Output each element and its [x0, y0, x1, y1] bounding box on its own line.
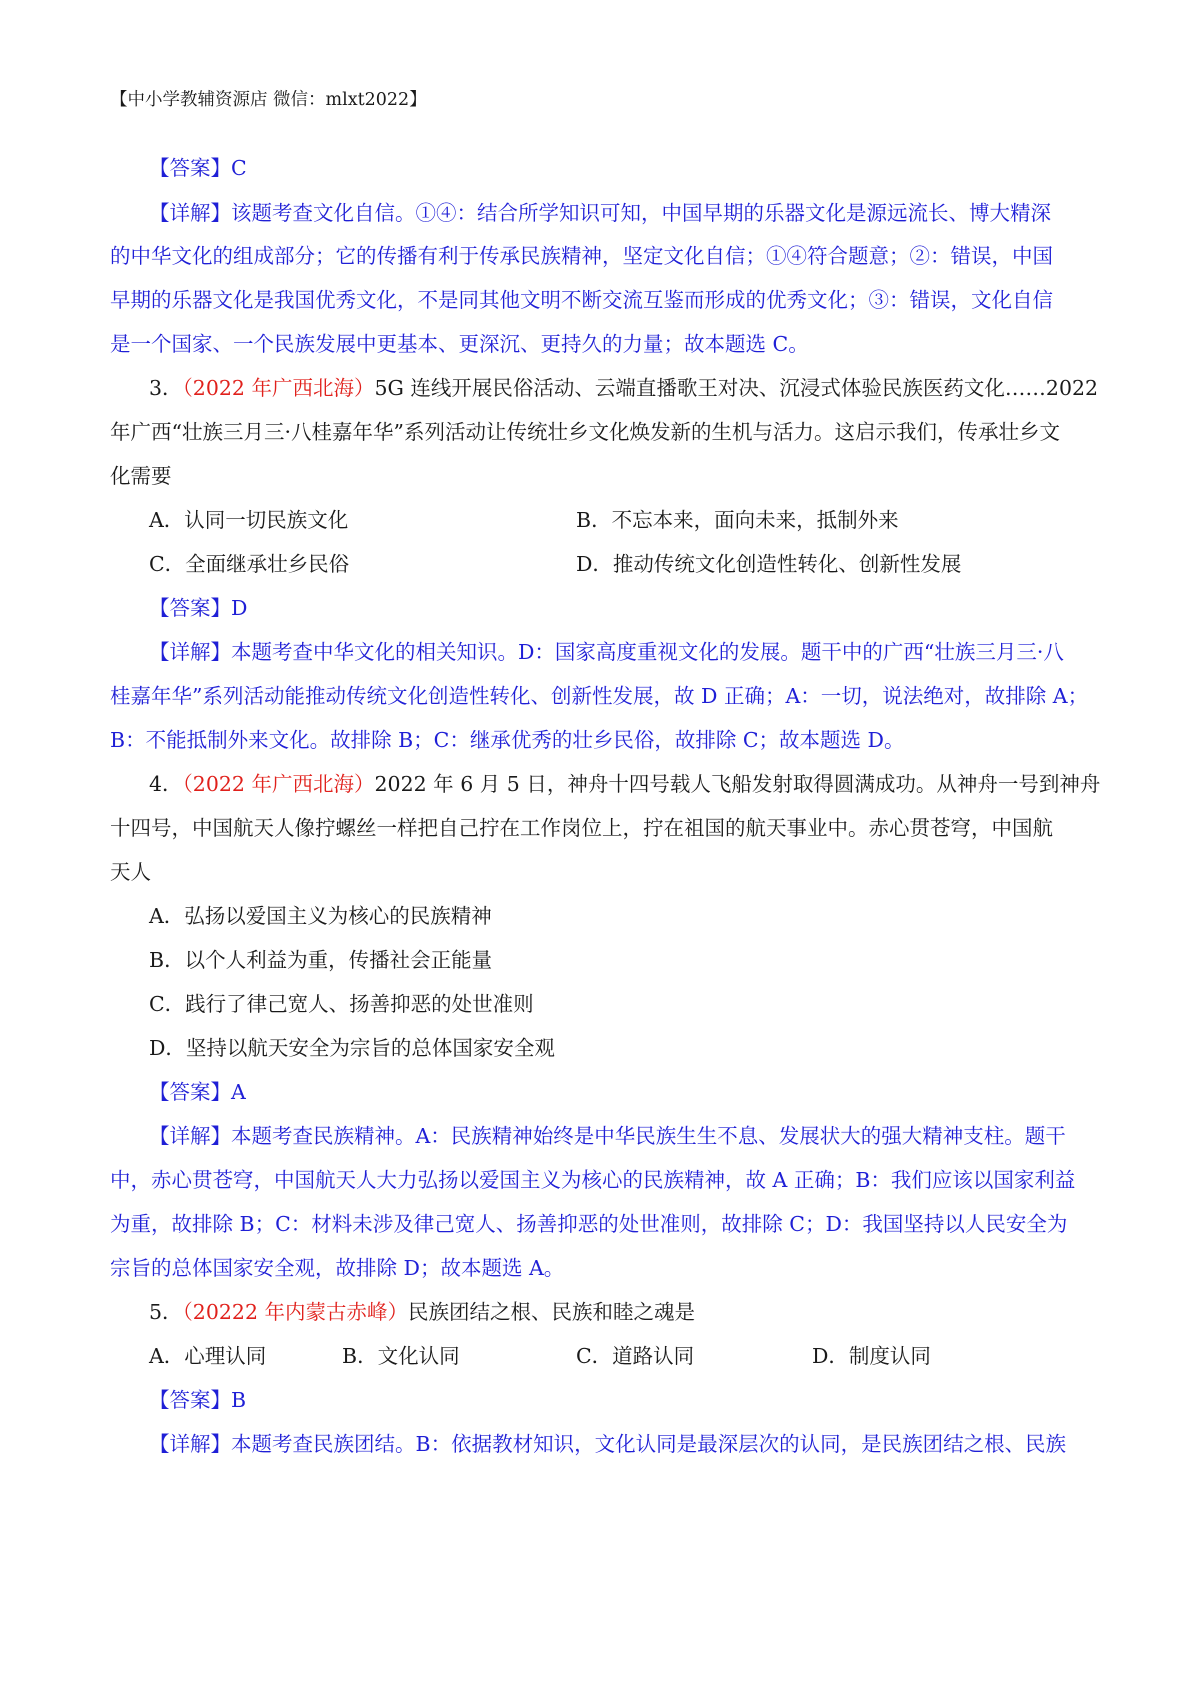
- q4-option-b: B．以个人利益为重，传播社会正能量: [149, 948, 493, 972]
- q2-detail-line-3: 早期的乐器文化是我国优秀文化，不是同其他文明不断交流互鉴而形成的优秀文化；③：错误，文化自信: [110, 288, 1053, 312]
- q4-stem-line-2: 十四号，中国航天人像拧螺丝一样把自己拧在工作岗位上，拧在祖国的航天事业中。赤心贯苍穹，中国航: [110, 816, 1053, 840]
- q3-detail-line-3: B：不能抵制外来文化。故排除 B；C：继承优秀的壮乡民俗，故排除 C；故本题选 D。: [110, 728, 905, 752]
- answer-tag: 【答案】: [149, 596, 231, 620]
- answer-value: D: [231, 596, 248, 620]
- q5-option-d: D．制度认同: [812, 1344, 931, 1368]
- q4-option-d: D．坚持以航天安全为宗旨的总体国家安全观: [149, 1036, 555, 1060]
- answer-value: C: [231, 156, 247, 180]
- q2-detail-line-2: 的中华文化的组成部分；它的传播有利于传承民族精神，坚定文化自信；①④符合题意；②：错误，中国: [110, 244, 1053, 268]
- answer-value: B: [231, 1388, 247, 1412]
- page-header: 【中小学教辅资源店 微信：mlxt2022】: [110, 90, 427, 110]
- q4-detail-line-2: 中，赤心贯苍穹，中国航天人大力弘扬以爱国主义为核心的民族精神，故 A 正确；B：我们应该以国家利益: [110, 1168, 1076, 1192]
- q4-stem-line-1: 4．（2022 年广西北海）2022 年 6 月 5 日，神舟十四号载人飞船发射取得圆满成功。从神舟一号到神舟: [149, 772, 1101, 796]
- q3-answer: [149, 594, 1099, 622]
- q4-answer: [149, 1078, 1099, 1106]
- q3-option-b: B．不忘本来，面向未来，抵制外来: [576, 508, 899, 532]
- q4-detail-line-4: 宗旨的总体国家安全观，故排除 D；故本题选 A。: [110, 1256, 565, 1280]
- q4-detail-line-3: 为重，故排除 B；C：材料未涉及律己宽人、扬善抑恶的处世准则，故排除 C；D：我国坚持以人民安全为: [110, 1212, 1068, 1236]
- detail-tag: 【详解】: [149, 1432, 231, 1456]
- answer-tag: 【答案】: [149, 1080, 231, 1104]
- q3-detail-line-1: 【详解】本题考查中华文化的相关知识。D：国家高度重视文化的发展。题干中的广西“壮族三月三·八: [149, 640, 1064, 664]
- q4-detail-line-1: 【详解】本题考查民族精神。A：民族精神始终是中华民族生生不息、发展状大的强大精神支柱。题干: [149, 1124, 1066, 1148]
- q2-detail-line-1: 【详解】该题考查文化自信。①④：结合所学知识可知，中国早期的乐器文化是源远流长、博大精深: [149, 201, 1051, 225]
- question-source: （2022 年广西北海）: [182, 376, 375, 400]
- q5-option-b: B．文化认同: [342, 1344, 460, 1368]
- question-number: 4．: [149, 772, 183, 796]
- q3-detail-line-2: 桂嘉年华”系列活动能推动传统文化创造性转化、创新性发展，故 D 正确；A：一切，说法绝对，故排除 A；: [110, 684, 1089, 708]
- detail-tag: 【详解】: [149, 1124, 231, 1148]
- question-number: 5．: [149, 1300, 183, 1324]
- q4-option-a: A．弘扬以爱国主义为核心的民族精神: [149, 904, 492, 928]
- q3-option-d: D．推动传统文化创造性转化、创新性发展: [576, 552, 962, 576]
- q3-stem-line-3: 化需要: [110, 464, 172, 488]
- q2-answer: [149, 154, 1099, 182]
- q3-option-c: C．全面继承壮乡民俗: [149, 552, 350, 576]
- q2-detail-line-4: 是一个国家、一个民族发展中更基本、更深沉、更持久的力量；故本题选 C。: [110, 332, 809, 356]
- question-number: 3．: [149, 376, 183, 400]
- detail-tag: 【详解】: [149, 201, 231, 225]
- question-source: （20222 年内蒙古赤峰）: [182, 1300, 409, 1324]
- q5-option-a: A．心理认同: [149, 1344, 267, 1368]
- q5-option-c: C．道路认同: [576, 1344, 695, 1368]
- q3-option-a: A．认同一切民族文化: [149, 508, 349, 532]
- answer-tag: 【答案】: [149, 1388, 231, 1412]
- answer-value: A: [231, 1080, 246, 1104]
- q5-detail-line-1: 【详解】本题考查民族团结。B：依据教材知识，文化认同是最深层次的认同，是民族团结之根、民族: [149, 1432, 1067, 1456]
- answer-tag: 【答案】: [149, 156, 231, 180]
- detail-tag: 【详解】: [149, 640, 231, 664]
- q5-answer: [149, 1386, 1099, 1414]
- q3-stem-line-1: 3．（2022 年广西北海）5G 连线开展民俗活动、云端直播歌王对决、沉浸式体验民族医药文化……2022: [149, 376, 1099, 400]
- q5-stem: 5．（20222 年内蒙古赤峰）民族团结之根、民族和睦之魂是: [149, 1300, 696, 1324]
- q3-stem-line-2: 年广西“壮族三月三·八桂嘉年华”系列活动让传统壮乡文化焕发新的生机与活力。这启示我们，传承壮乡文: [110, 420, 1060, 444]
- question-source: （2022 年广西北海）: [182, 772, 375, 796]
- q4-option-c: C．践行了律己宽人、扬善抑恶的处世准则: [149, 992, 534, 1016]
- q4-stem-line-3: 天人: [110, 860, 151, 884]
